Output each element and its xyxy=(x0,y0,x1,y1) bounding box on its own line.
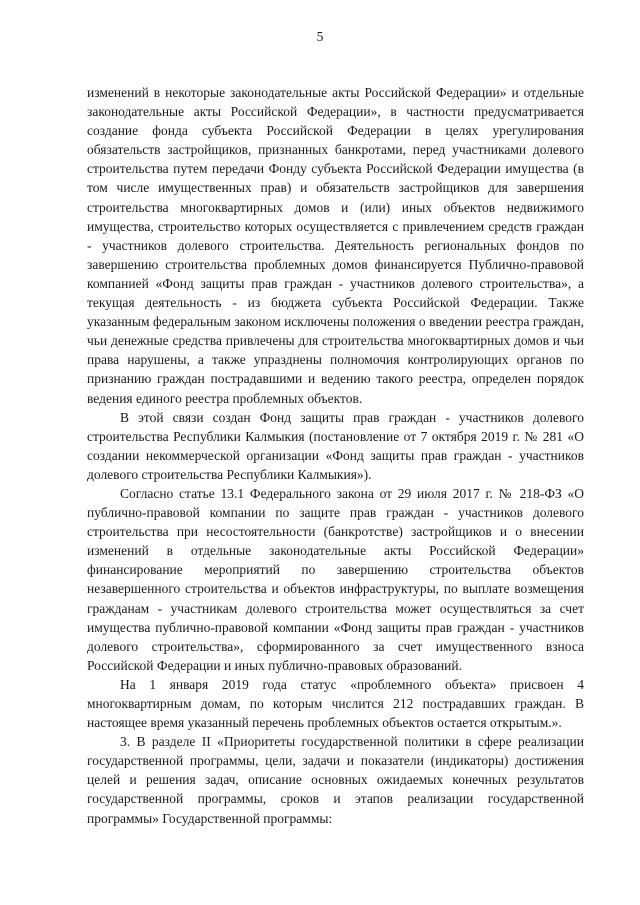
page-number: 5 xyxy=(316,29,324,44)
paragraph-article-13-1: Согласно статье 13.1 Федерального закона от 29 июля 2017 г. № 218-ФЗ «О публично-правовой компании по защите прав граждан - участников долевого строительства при несостоятельности (банкротстве) застройщиков и о внесении изменений в отдельные законодательные акты Российской Федерации» финансирование мероприятий по завершению строительства объектов незавершенного строительства и объектов инфраструктуры, по выплате возмещения гражданам - участникам долевого строительства может осуществляться за счет имущества публично-правовой компании «Фонд защиты прав граждан - участников долевого строительства», сформированного за счет имущественного взноса Российской Федерации и иных публично-правовых образований. xyxy=(87,485,584,673)
paragraph-kalmykia-fund: В этой связи создан Фонд защиты прав граждан - участников долевого строительства Республики Калмыкия (постановление от 7 октября 2019 г. № 281 «О создании некоммерческой организации «Фонд защиты прав граждан - участников долевого строительства Республики Калмыкия»). xyxy=(87,409,584,482)
paragraph-problem-objects: На 1 января 2019 года статус «проблемного объекта» присвоен 4 многоквартирным домам, по которым числится 212 пострадавших граждан. В настоящее время указанный перечень проблемных объектов остается открытым.». xyxy=(87,676,584,731)
paragraph-section-ii: 3. В разделе II «Приоритеты государственной политики в сфере реализации государственной программы, цели, задачи и показатели (индикаторы) достижения целей и решения задач, описание основных ожидаемых конечных результатов государственной программы, сроков и этапов реализации государственной программы» Государственной программы: xyxy=(87,734,584,826)
paragraph-fund-legislation: изменений в некоторые законодательные акты Российской Федерации» и отдельные законодательные акты Российской Федерации», в частности предусматривается создание фонда субъекта Российской Федерации в целях урегулирования обязательств застройщиков, признанных банкротами, перед участниками долевого строительства путем передачи Фонду субъекта Российской Федерации имущества (в том числе имущественных прав) и обязательств застройщиков для завершения строительства многоквартирных домов и (или) иных объектов недвижимого имущества, строительство которых осуществляется с привлечением средств граждан - участников долевого строительства. Деятельность региональных фондов по завершению строительства проблемных домов финансируется Публично-правовой компанией «Фонд защиты прав граждан - участников долевого строительства», а текущая деятельность - из бюджета субъекта Российской Федерации. Также указанным федеральным законом исключены положения о введении реестра граждан, чьи денежные средства привлечены для строительства многоквартирных домов и чьи права нарушены, а также упразднены полномочия контролирующих органов по признанию граждан пострадавшими и ведению такого реестра, определен порядок ведения единого реестра проблемных объектов. xyxy=(87,85,584,406)
document-body xyxy=(87,83,584,828)
